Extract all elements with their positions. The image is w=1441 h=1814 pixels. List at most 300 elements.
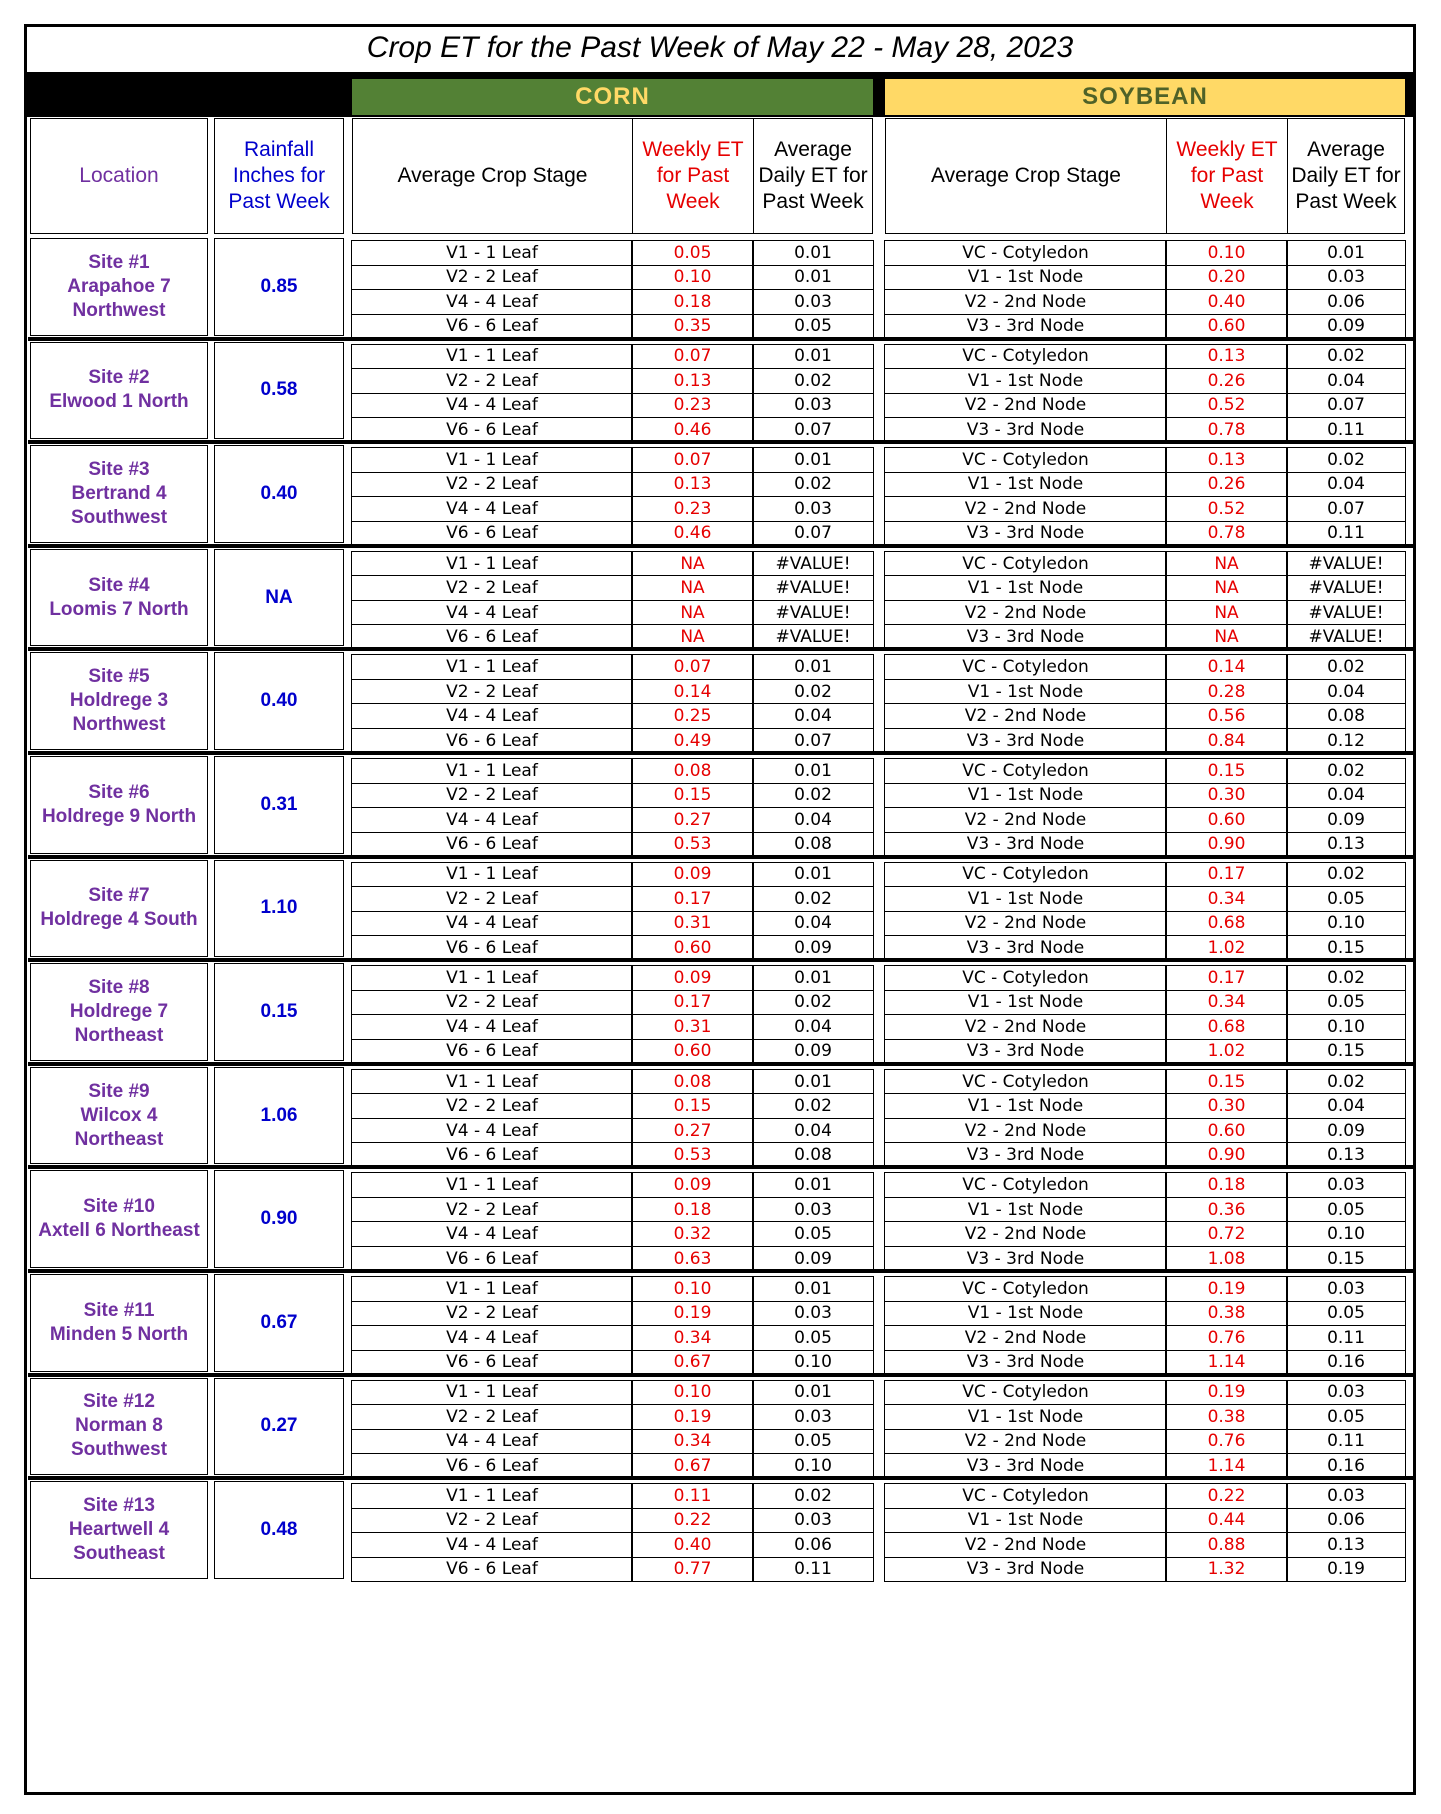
site-rainfall: 0.67 — [214, 1274, 344, 1372]
soy-stage-cell: V2 - 2nd Node — [884, 289, 1167, 315]
corn-weekly-cell: 0.67 — [631, 1453, 754, 1479]
corn-weekly-cell: 0.14 — [631, 679, 754, 705]
site-location — [30, 1170, 208, 1268]
corn-stage-cell: V2 - 2 Leaf — [351, 679, 633, 705]
corn-daily-cell: 0.02 — [752, 472, 874, 498]
corn-stage-cell: V4 - 4 Leaf — [351, 1532, 633, 1558]
corn-stage-cell: V4 - 4 Leaf — [351, 600, 633, 626]
corn-daily-cell: 0.01 — [752, 965, 874, 991]
block-separator — [28, 751, 1414, 755]
corn-weekly-cell: 0.17 — [631, 886, 754, 912]
corn-daily-cell: #VALUE! — [752, 624, 874, 650]
block-separator — [28, 337, 1414, 341]
corn-stage-cell: V4 - 4 Leaf — [351, 911, 633, 937]
site-location — [30, 1067, 208, 1165]
soy-weekly-cell: 1.14 — [1165, 1350, 1288, 1376]
corn-daily-cell: 0.08 — [752, 1142, 874, 1168]
corn-daily-header: Average Daily ET for Past Week — [753, 118, 873, 234]
soy-daily-cell: 0.19 — [1286, 1557, 1406, 1583]
soy-daily-cell: #VALUE! — [1286, 551, 1406, 577]
corn-daily-cell: 0.04 — [752, 1118, 874, 1144]
corn-daily-cell: 0.11 — [752, 1557, 874, 1583]
corn-daily-cell: 0.06 — [752, 1532, 874, 1558]
soy-daily-cell: 0.05 — [1286, 1404, 1406, 1430]
site-name-line: Northwest — [72, 714, 166, 736]
corn-daily-cell: 0.02 — [752, 679, 874, 705]
soy-stage-cell: V3 - 3rd Node — [884, 935, 1167, 961]
soy-weekly-cell: 0.60 — [1165, 1118, 1288, 1144]
corn-weekly-cell: 0.27 — [631, 1118, 754, 1144]
site-rainfall: 0.85 — [214, 238, 344, 336]
soy-weekly-cell: 0.15 — [1165, 758, 1288, 784]
site-name-line: Site #13 — [83, 1494, 155, 1516]
soy-daily-cell: 0.10 — [1286, 1221, 1406, 1247]
corn-daily-cell: 0.10 — [752, 1453, 874, 1479]
corn-stage-cell: V2 - 2 Leaf — [351, 1301, 633, 1327]
corn-weekly-cell: 0.53 — [631, 832, 754, 858]
site-location — [30, 1481, 208, 1579]
site-name-line: Bertrand 4 — [71, 482, 167, 504]
soy-weekly-cell: 0.10 — [1165, 240, 1288, 266]
corn-stage-cell: V4 - 4 Leaf — [351, 1221, 633, 1247]
soy-daily-cell: 0.03 — [1286, 1380, 1406, 1406]
site-name-line: Holdrege 9 North — [41, 805, 197, 827]
soy-daily-cell: 0.16 — [1286, 1453, 1406, 1479]
corn-weekly-header: Weekly ET for Past Week — [632, 118, 754, 234]
soy-weekly-cell: 0.40 — [1165, 289, 1288, 315]
corn-weekly-cell: 0.34 — [631, 1325, 754, 1351]
site-name-line: Holdrege 4 South — [40, 909, 198, 931]
site-name-line: Site #11 — [83, 1299, 155, 1321]
corn-stage-cell: V2 - 2 Leaf — [351, 1404, 633, 1430]
soy-weekly-cell: 0.68 — [1165, 911, 1288, 937]
corn-stage-cell: V2 - 2 Leaf — [351, 1197, 633, 1223]
corn-stage-cell: V1 - 1 Leaf — [351, 965, 633, 991]
soy-stage-cell: VC - Cotyledon — [884, 862, 1167, 888]
soy-weekly-cell: NA — [1165, 600, 1288, 626]
soy-stage-cell: VC - Cotyledon — [884, 1380, 1167, 1406]
soy-weekly-cell: 0.84 — [1165, 728, 1288, 754]
soy-daily-cell: 0.11 — [1286, 1429, 1406, 1455]
corn-weekly-cell: 0.31 — [631, 1014, 754, 1040]
corn-stage-cell: V6 - 6 Leaf — [351, 521, 633, 547]
soy-stage-cell: V3 - 3rd Node — [884, 832, 1167, 858]
soy-weekly-cell: 0.22 — [1165, 1483, 1288, 1509]
soy-stage-cell: V1 - 1st Node — [884, 679, 1167, 705]
corn-weekly-cell: 0.63 — [631, 1246, 754, 1272]
soy-stage-cell: V1 - 1st Node — [884, 1404, 1167, 1430]
soy-daily-cell: 0.15 — [1286, 935, 1406, 961]
corn-daily-cell: 0.01 — [752, 862, 874, 888]
soy-weekly-cell: 0.78 — [1165, 417, 1288, 443]
site-rainfall: 0.27 — [214, 1378, 344, 1476]
corn-stage-cell: V4 - 4 Leaf — [351, 496, 633, 522]
corn-daily-cell: 0.01 — [752, 1380, 874, 1406]
soy-weekly-cell: 0.60 — [1165, 314, 1288, 340]
soy-weekly-cell: 0.60 — [1165, 807, 1288, 833]
soy-stage-cell: V1 - 1st Node — [884, 1093, 1167, 1119]
corn-stage-cell: V1 - 1 Leaf — [351, 1380, 633, 1406]
soy-stage-cell: V1 - 1st Node — [884, 990, 1167, 1016]
corn-stage-cell: V6 - 6 Leaf — [351, 417, 633, 443]
soy-daily-cell: 0.08 — [1286, 703, 1406, 729]
corn-stage-cell: V1 - 1 Leaf — [351, 654, 633, 680]
soy-weekly-cell: 0.88 — [1165, 1532, 1288, 1558]
corn-daily-cell: 0.05 — [752, 314, 874, 340]
soy-stage-cell: V2 - 2nd Node — [884, 393, 1167, 419]
soy-daily-cell: 0.02 — [1286, 965, 1406, 991]
soy-stage-cell: V3 - 3rd Node — [884, 314, 1167, 340]
soy-stage-cell: VC - Cotyledon — [884, 654, 1167, 680]
corn-weekly-cell: 0.17 — [631, 990, 754, 1016]
soy-daily-cell: 0.15 — [1286, 1246, 1406, 1272]
corn-stage-cell: V1 - 1 Leaf — [351, 1069, 633, 1095]
soy-weekly-cell: 0.38 — [1165, 1301, 1288, 1327]
corn-stage-cell: V1 - 1 Leaf — [351, 551, 633, 577]
soy-daily-cell: 0.02 — [1286, 862, 1406, 888]
rainfall-header: Rainfall Inches for Past Week — [214, 118, 344, 234]
site-rainfall: 1.10 — [214, 860, 344, 958]
corn-daily-cell: 0.08 — [752, 832, 874, 858]
corn-daily-cell: 0.07 — [752, 728, 874, 754]
site-rainfall: 1.06 — [214, 1067, 344, 1165]
corn-stage-cell: V1 - 1 Leaf — [351, 1172, 633, 1198]
corn-stage-cell: V6 - 6 Leaf — [351, 832, 633, 858]
corn-daily-cell: 0.07 — [752, 417, 874, 443]
site-rainfall: 0.90 — [214, 1170, 344, 1268]
soy-daily-cell: 0.10 — [1286, 1014, 1406, 1040]
soy-weekly-header: Weekly ET for Past Week — [1166, 118, 1288, 234]
soy-daily-cell: 0.06 — [1286, 1508, 1406, 1534]
corn-weekly-cell: 0.19 — [631, 1404, 754, 1430]
soy-daily-cell: 0.07 — [1286, 496, 1406, 522]
soy-weekly-cell: 0.15 — [1165, 1069, 1288, 1095]
corn-daily-cell: 0.05 — [752, 1429, 874, 1455]
corn-stage-cell: V4 - 4 Leaf — [351, 1325, 633, 1351]
soy-daily-cell: 0.04 — [1286, 368, 1406, 394]
site-location — [30, 445, 208, 543]
corn-stage-cell: V2 - 2 Leaf — [351, 265, 633, 291]
corn-weekly-cell: 0.19 — [631, 1301, 754, 1327]
soy-weekly-cell: 0.19 — [1165, 1276, 1288, 1302]
site-name-line: Site #12 — [83, 1391, 155, 1413]
corn-weekly-cell: 0.60 — [631, 1039, 754, 1065]
corn-weekly-cell: 0.10 — [631, 1380, 754, 1406]
soy-daily-cell: 0.04 — [1286, 679, 1406, 705]
soy-weekly-cell: 0.28 — [1165, 679, 1288, 705]
corn-stage-header: Average Crop Stage — [352, 118, 633, 234]
corn-daily-cell: 0.01 — [752, 265, 874, 291]
site-name-line: Site #9 — [88, 1080, 150, 1102]
corn-daily-cell: 0.01 — [752, 344, 874, 370]
soy-weekly-cell: 0.90 — [1165, 1142, 1288, 1168]
soy-weekly-cell: 0.76 — [1165, 1325, 1288, 1351]
corn-daily-cell: 0.02 — [752, 1093, 874, 1119]
soy-daily-cell: 0.05 — [1286, 990, 1406, 1016]
site-name-line: Site #3 — [88, 458, 150, 480]
corn-weekly-cell: 0.25 — [631, 703, 754, 729]
soy-daily-cell: 0.11 — [1286, 417, 1406, 443]
soy-weekly-cell: NA — [1165, 551, 1288, 577]
site-name-line: Site #6 — [88, 781, 150, 803]
site-name-line: Northeast — [74, 1024, 164, 1046]
corn-daily-cell: 0.01 — [752, 1276, 874, 1302]
soy-weekly-cell: 0.72 — [1165, 1221, 1288, 1247]
corn-daily-cell: 0.04 — [752, 911, 874, 937]
soy-daily-header: Average Daily ET for Past Week — [1287, 118, 1405, 234]
corn-weekly-cell: 0.46 — [631, 521, 754, 547]
soy-stage-cell: V1 - 1st Node — [884, 265, 1167, 291]
soy-stage-cell: V3 - 3rd Node — [884, 521, 1167, 547]
soy-daily-cell: 0.05 — [1286, 886, 1406, 912]
block-separator — [28, 440, 1414, 444]
corn-daily-cell: 0.05 — [752, 1325, 874, 1351]
corn-weekly-cell: 0.07 — [631, 447, 754, 473]
soy-daily-cell: 0.12 — [1286, 728, 1406, 754]
corn-daily-cell: #VALUE! — [752, 600, 874, 626]
site-name-line: Wilcox 4 — [80, 1104, 158, 1126]
corn-weekly-cell: 0.13 — [631, 368, 754, 394]
corn-weekly-cell: 0.46 — [631, 417, 754, 443]
corn-stage-cell: V6 - 6 Leaf — [351, 624, 633, 650]
soy-stage-cell: V3 - 3rd Node — [884, 1453, 1167, 1479]
corn-weekly-cell: 0.34 — [631, 1429, 754, 1455]
site-name-line: Holdrege 3 — [69, 690, 169, 712]
block-separator — [28, 958, 1414, 962]
soy-daily-cell: 0.02 — [1286, 758, 1406, 784]
soy-daily-cell: #VALUE! — [1286, 624, 1406, 650]
corn-weekly-cell: 0.31 — [631, 911, 754, 937]
site-location — [30, 1274, 208, 1372]
corn-weekly-cell: 0.07 — [631, 654, 754, 680]
site-name-line: Site #1 — [88, 251, 150, 273]
corn-stage-cell: V6 - 6 Leaf — [351, 1350, 633, 1376]
corn-daily-cell: 0.07 — [752, 521, 874, 547]
soy-stage-cell: V1 - 1st Node — [884, 886, 1167, 912]
soy-stage-cell: V2 - 2nd Node — [884, 600, 1167, 626]
site-name-line: Site #10 — [83, 1196, 155, 1218]
corn-daily-cell: 0.02 — [752, 368, 874, 394]
corn-weekly-cell: 0.08 — [631, 1069, 754, 1095]
soy-weekly-cell: 0.20 — [1165, 265, 1288, 291]
corn-daily-cell: 0.04 — [752, 703, 874, 729]
corn-weekly-cell: NA — [631, 624, 754, 650]
block-separator — [28, 1062, 1414, 1066]
soy-daily-cell: 0.02 — [1286, 447, 1406, 473]
corn-weekly-cell: 0.35 — [631, 314, 754, 340]
site-location — [30, 342, 208, 440]
site-rainfall: 0.58 — [214, 342, 344, 440]
soy-daily-cell: 0.04 — [1286, 783, 1406, 809]
soy-stage-cell: V1 - 1st Node — [884, 472, 1167, 498]
corn-daily-cell: 0.09 — [752, 935, 874, 961]
corn-daily-cell: 0.02 — [752, 1483, 874, 1509]
corn-daily-cell: 0.03 — [752, 1404, 874, 1430]
corn-daily-cell: 0.03 — [752, 1301, 874, 1327]
soy-stage-cell: VC - Cotyledon — [884, 1069, 1167, 1095]
soy-daily-cell: 0.11 — [1286, 1325, 1406, 1351]
soy-stage-cell: VC - Cotyledon — [884, 1276, 1167, 1302]
block-separator — [28, 544, 1414, 548]
soy-daily-cell: 0.05 — [1286, 1197, 1406, 1223]
corn-daily-cell: 0.04 — [752, 807, 874, 833]
corn-weekly-cell: 0.60 — [631, 935, 754, 961]
corn-weekly-cell: 0.09 — [631, 965, 754, 991]
corn-stage-cell: V2 - 2 Leaf — [351, 472, 633, 498]
corn-stage-cell: V2 - 2 Leaf — [351, 575, 633, 601]
corn-stage-cell: V2 - 2 Leaf — [351, 368, 633, 394]
corn-stage-cell: V4 - 4 Leaf — [351, 703, 633, 729]
corn-stage-cell: V4 - 4 Leaf — [351, 289, 633, 315]
soy-weekly-cell: 0.17 — [1165, 862, 1288, 888]
corn-weekly-cell: 0.05 — [631, 240, 754, 266]
site-name-line: Elwood 1 North — [49, 391, 189, 413]
soy-stage-cell: V3 - 3rd Node — [884, 1557, 1167, 1583]
corn-daily-cell: 0.02 — [752, 886, 874, 912]
corn-daily-cell: 0.01 — [752, 1172, 874, 1198]
site-name-line: Site #2 — [88, 367, 150, 389]
corn-weekly-cell: 0.22 — [631, 1508, 754, 1534]
soy-stage-cell: VC - Cotyledon — [884, 240, 1167, 266]
site-name-line: Site #7 — [88, 885, 150, 907]
soy-stage-cell: V1 - 1st Node — [884, 783, 1167, 809]
soy-stage-cell: V2 - 2nd Node — [884, 1325, 1167, 1351]
corn-weekly-cell: 0.49 — [631, 728, 754, 754]
corn-daily-cell: 0.01 — [752, 447, 874, 473]
soy-daily-cell: 0.05 — [1286, 1301, 1406, 1327]
corn-weekly-cell: 0.40 — [631, 1532, 754, 1558]
corn-weekly-cell: NA — [631, 600, 754, 626]
corn-daily-cell: 0.01 — [752, 240, 874, 266]
soy-weekly-cell: 0.76 — [1165, 1429, 1288, 1455]
soy-daily-cell: 0.09 — [1286, 314, 1406, 340]
page-title: Crop ET for the Past Week of May 22 - May 28, 2023 — [366, 31, 1074, 64]
site-rainfall: 0.40 — [214, 652, 344, 750]
corn-weekly-cell: 0.13 — [631, 472, 754, 498]
site-location — [30, 549, 208, 647]
corn-stage-cell: V1 - 1 Leaf — [351, 344, 633, 370]
soy-stage-cell: VC - Cotyledon — [884, 965, 1167, 991]
corn-daily-cell: 0.03 — [752, 496, 874, 522]
site-location — [30, 860, 208, 958]
corn-stage-cell: V6 - 6 Leaf — [351, 1039, 633, 1065]
corn-weekly-cell: 0.67 — [631, 1350, 754, 1376]
corn-weekly-cell: 0.09 — [631, 862, 754, 888]
corn-band: CORN — [352, 79, 873, 115]
site-location — [30, 1378, 208, 1476]
corn-daily-cell: 0.03 — [752, 1508, 874, 1534]
corn-stage-cell: V6 - 6 Leaf — [351, 1453, 633, 1479]
corn-daily-cell: 0.09 — [752, 1246, 874, 1272]
corn-stage-cell: V2 - 2 Leaf — [351, 1093, 633, 1119]
site-name-line: Northwest — [72, 299, 166, 321]
soy-stage-cell: V2 - 2nd Node — [884, 496, 1167, 522]
site-location — [30, 756, 208, 854]
corn-weekly-cell: 0.18 — [631, 289, 754, 315]
corn-daily-cell: 0.01 — [752, 758, 874, 784]
soy-stage-cell: V3 - 3rd Node — [884, 1039, 1167, 1065]
soy-daily-cell: #VALUE! — [1286, 600, 1406, 626]
soy-daily-cell: 0.03 — [1286, 1483, 1406, 1509]
location-header: Location — [30, 118, 208, 234]
soy-weekly-cell: NA — [1165, 624, 1288, 650]
soy-weekly-cell: 1.02 — [1165, 1039, 1288, 1065]
soy-stage-cell: V1 - 1st Node — [884, 1301, 1167, 1327]
soy-daily-cell: 0.11 — [1286, 521, 1406, 547]
corn-daily-cell: #VALUE! — [752, 575, 874, 601]
soy-weekly-cell: 1.32 — [1165, 1557, 1288, 1583]
block-separator — [28, 855, 1414, 859]
corn-stage-cell: V1 - 1 Leaf — [351, 1483, 633, 1509]
site-name-line: Holdrege 7 — [69, 1000, 169, 1022]
soy-daily-cell: 0.04 — [1286, 1093, 1406, 1119]
corn-weekly-cell: 0.10 — [631, 265, 754, 291]
site-name-line: Site #4 — [88, 574, 150, 596]
soy-weekly-cell: 0.13 — [1165, 344, 1288, 370]
soy-stage-cell: VC - Cotyledon — [884, 1483, 1167, 1509]
soy-weekly-cell: 1.08 — [1165, 1246, 1288, 1272]
soy-daily-cell: 0.09 — [1286, 807, 1406, 833]
corn-weekly-cell: 0.10 — [631, 1276, 754, 1302]
corn-stage-cell: V4 - 4 Leaf — [351, 807, 633, 833]
soy-weekly-cell: 0.26 — [1165, 368, 1288, 394]
corn-daily-cell: 0.09 — [752, 1039, 874, 1065]
soy-stage-cell: V3 - 3rd Node — [884, 1350, 1167, 1376]
corn-stage-cell: V6 - 6 Leaf — [351, 935, 633, 961]
soy-stage-cell: V3 - 3rd Node — [884, 1246, 1167, 1272]
soy-stage-cell: VC - Cotyledon — [884, 551, 1167, 577]
soy-weekly-cell: 0.14 — [1165, 654, 1288, 680]
site-name-line: Site #5 — [88, 666, 150, 688]
corn-stage-cell: V6 - 6 Leaf — [351, 728, 633, 754]
corn-weekly-cell: 0.53 — [631, 1142, 754, 1168]
soy-stage-cell: V3 - 3rd Node — [884, 624, 1167, 650]
corn-daily-cell: 0.05 — [752, 1221, 874, 1247]
corn-daily-cell: 0.03 — [752, 289, 874, 315]
corn-daily-cell: 0.03 — [752, 393, 874, 419]
soy-weekly-cell: 0.19 — [1165, 1380, 1288, 1406]
site-name-line: Northeast — [74, 1128, 164, 1150]
site-name-line: Southwest — [70, 506, 168, 528]
soy-weekly-cell: 0.38 — [1165, 1404, 1288, 1430]
soy-weekly-cell: 0.44 — [1165, 1508, 1288, 1534]
soy-stage-cell: V2 - 2nd Node — [884, 1118, 1167, 1144]
soy-weekly-cell: 0.36 — [1165, 1197, 1288, 1223]
soy-daily-cell: 0.03 — [1286, 1172, 1406, 1198]
corn-daily-cell: 0.04 — [752, 1014, 874, 1040]
soy-weekly-cell: 0.30 — [1165, 1093, 1288, 1119]
soy-stage-cell: V2 - 2nd Node — [884, 1532, 1167, 1558]
site-location — [30, 652, 208, 750]
site-rainfall: 0.15 — [214, 963, 344, 1061]
soy-stage-cell: VC - Cotyledon — [884, 447, 1167, 473]
corn-weekly-cell: 0.07 — [631, 344, 754, 370]
corn-weekly-cell: 0.11 — [631, 1483, 754, 1509]
soy-daily-cell: 0.13 — [1286, 1142, 1406, 1168]
site-rainfall: 0.48 — [214, 1481, 344, 1579]
soy-weekly-cell: 1.14 — [1165, 1453, 1288, 1479]
site-name-line: Southwest — [70, 1439, 168, 1461]
block-separator — [28, 1476, 1414, 1480]
corn-stage-cell: V6 - 6 Leaf — [351, 1142, 633, 1168]
soy-daily-cell: 0.03 — [1286, 1276, 1406, 1302]
site-name-line: Southeast — [73, 1542, 165, 1564]
corn-weekly-cell: 0.32 — [631, 1221, 754, 1247]
soy-daily-cell: 0.10 — [1286, 911, 1406, 937]
site-location — [30, 963, 208, 1061]
corn-stage-cell: V1 - 1 Leaf — [351, 240, 633, 266]
soy-stage-cell: V2 - 2nd Node — [884, 911, 1167, 937]
